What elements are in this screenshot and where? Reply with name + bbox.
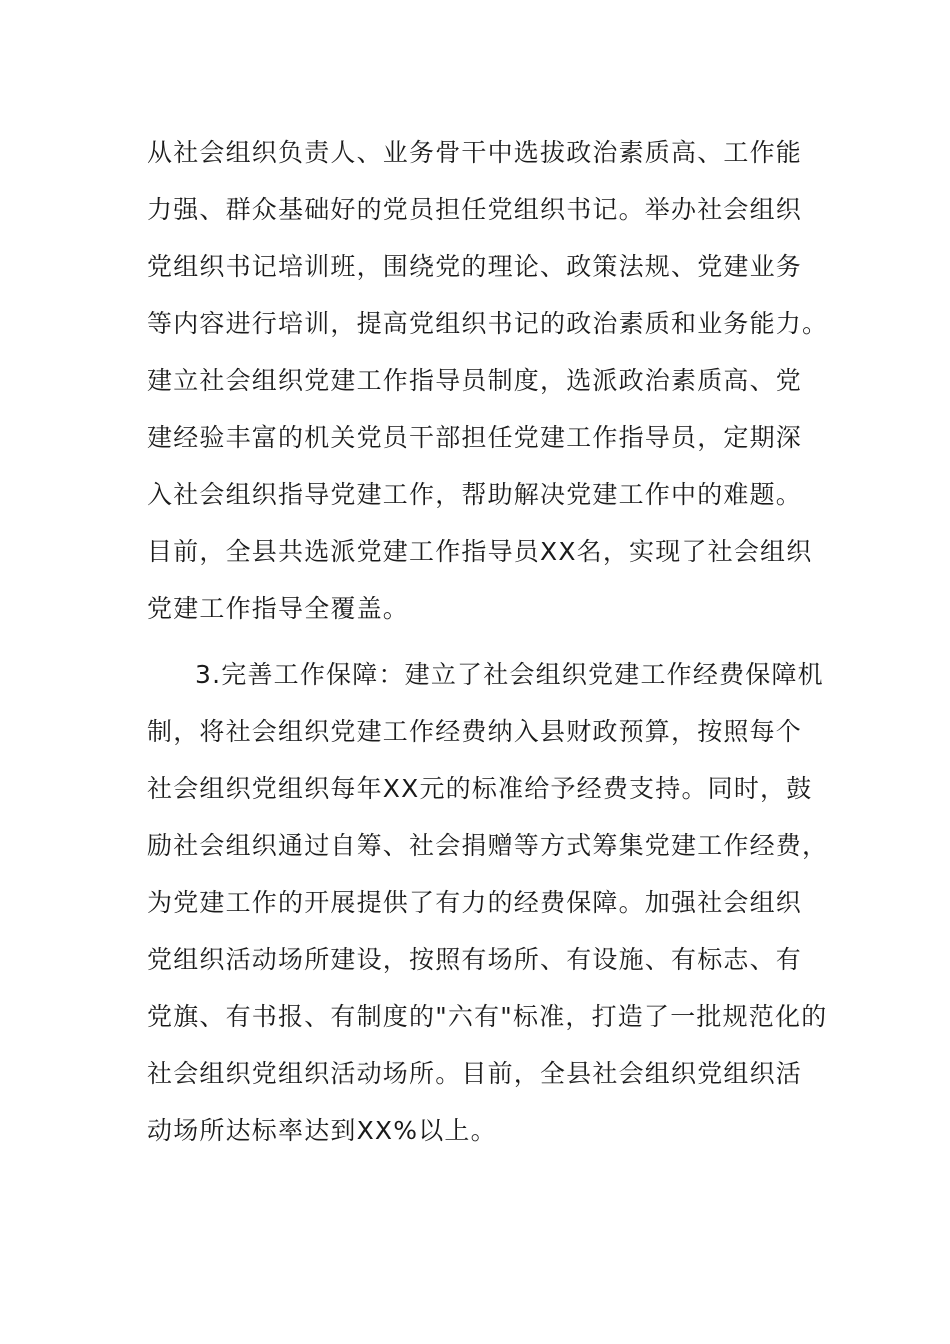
text-line: 建经验丰富的机关党员干部担任党建工作指导员，定期深: [147, 423, 803, 452]
text-line: 社会组织党组织活动场所。目前，全县社会组织党组织活: [147, 1059, 803, 1088]
text-line: 党组织书记培训班，围绕党的理论、政策法规、党建业务: [147, 252, 803, 281]
section-heading-line: 3.完善工作保障：建立了社会组织党建工作经费保障机: [195, 660, 824, 689]
text-line: 制，将社会组织党建工作经费纳入县财政预算，按照每个: [147, 717, 803, 746]
text-line: 党建工作指导全覆盖。: [147, 594, 410, 623]
text-line: 社会组织党组织每年XX元的标准给予经费支持。同时，鼓: [147, 774, 813, 803]
text-line: 等内容进行培训，提高党组织书记的政治素质和业务能力。: [147, 309, 829, 338]
text-line: 励社会组织通过自筹、社会捐赠等方式筹集党建工作经费，: [147, 831, 829, 860]
text-line: 为党建工作的开展提供了有力的经费保障。加强社会组织: [147, 888, 803, 917]
text-line: 党组织活动场所建设，按照有场所、有设施、有标志、有: [147, 945, 803, 974]
text-line: 动场所达标率达到XX%以上。: [147, 1116, 497, 1145]
text-line: 从社会组织负责人、业务骨干中选拔政治素质高、工作能: [147, 138, 803, 167]
text-line: 党旗、有书报、有制度的"六有"标准，打造了一批规范化的: [147, 1002, 828, 1031]
text-line: 目前，全县共选派党建工作指导员XX名，实现了社会组织: [147, 537, 813, 566]
text-line: 入社会组织指导党建工作，帮助解决党建工作中的难题。: [147, 480, 803, 509]
text-line: 建立社会组织党建工作指导员制度，选派政治素质高、党: [147, 366, 803, 395]
text-line: 力强、群众基础好的党员担任党组织书记。举办社会组织: [147, 195, 803, 224]
